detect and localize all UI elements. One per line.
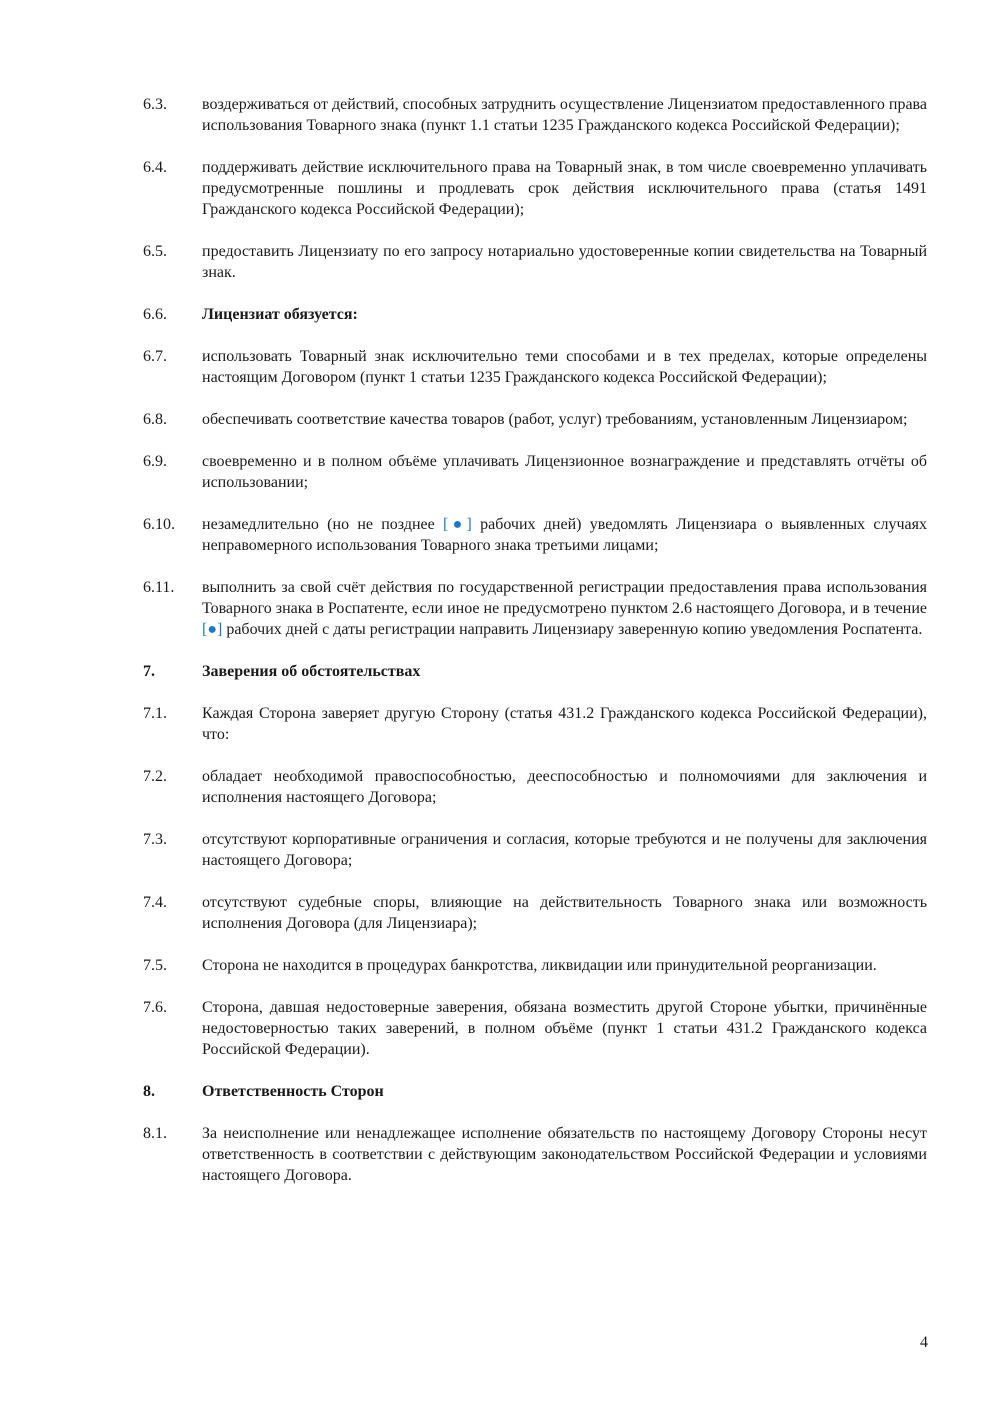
section-number: 8. [143,1083,155,1100]
section-title: Ответственность Сторон [202,1083,384,1100]
clause-6-7 [143,346,927,388]
clause-text: поддерживать действие исключительного права на Товарный знак, в том числе своевременно уплачивать предусмотренные пошлины и продлевать срок действия исключительного права (статья 1491 Гражданского кодекса Российской Федерации); [202,159,927,218]
clause-8-1 [143,1123,927,1186]
clause-number: 7.5. [143,957,167,974]
clause-6-5 [143,241,927,283]
clause-text: Каждая Сторона заверяет другую Сторону (статья 431.2 Гражданского кодекса Российской Федерации), что: [202,705,927,743]
placeholder-field: [●] [202,621,223,638]
clause-text-part: рабочих дней) уведомлять Лицензиара о выявленных случаях неправомерного использования Товарного знака третьими лицами; [202,516,927,554]
clause-text: За неисполнение или ненадлежащее исполнение обязательств по настоящему Договору Стороны несут ответственность в соответствии с действующим законодательством Российской Федерации и условиями настоящего Договора. [202,1125,927,1184]
clause-7-1 [143,703,927,745]
clause-number: 6.9. [143,453,167,470]
clause-text: Сторона не находится в процедурах банкротства, ликвидации или принудительной реорганизации. [202,957,877,974]
clause-text [202,514,927,556]
clause-number: 6.10. [143,516,175,533]
clause-number: 8.1. [143,1125,167,1142]
clause-6-8 [143,409,927,430]
placeholder-field: [●] [443,516,472,533]
clause-text: обеспечивать соответствие качества товаров (работ, услуг) требованиям, установленным Лицензиаром; [202,411,908,428]
clause-6-4 [143,157,927,220]
clause-number: 6.3. [143,96,167,113]
clause-number: 6.7. [143,348,167,365]
clause-text: отсутствуют судебные споры, влияющие на действительность Товарного знака или возможность исполнения Договора (для Лицензиара); [202,894,927,932]
section-7-heading [143,661,927,682]
clause-number: 7.6. [143,999,167,1016]
clause-number: 6.6. [143,306,167,323]
clause-6-3 [143,94,927,136]
clause-text: предоставить Лицензиату по его запросу нотариально удостоверенные копии свидетельства на Товарный знак. [202,243,927,281]
clause-number: 7.2. [143,768,167,785]
clause-number: 7.3. [143,831,167,848]
clause-6-10 [143,514,927,556]
clause-text-part: незамедлительно (но не позднее [202,516,443,533]
clause-text: обладает необходимой правоспособностью, дееспособностью и полномочиями для заключения и исполнения настоящего Договора; [202,768,927,806]
clause-subheading: Лицензиат обязуется: [202,306,358,323]
clause-6-11 [143,577,927,640]
clause-number: 7.1. [143,705,167,722]
document-body [143,94,927,1207]
clause-text-part: рабочих дней с даты регистрации направить Лицензиару заверенную копию уведомления Роспатента. [222,621,923,638]
clause-text-part: выполнить за свой счёт действия по государственной регистрации предоставления права использования Товарного знака в Роспатенте, если иное не предусмотрено пунктом 2.6 настоящего Договора, и в течение [202,579,927,617]
clause-6-9 [143,451,927,493]
clause-text: Сторона, давшая недостоверные заверения, обязана возместить другой Стороне убытки, причинённые недостоверностью таких заверений, в полном объёме (пункт 1 статьи 431.2 Гражданского кодекса Российской Федерации). [202,999,927,1058]
clause-7-4 [143,892,927,934]
clause-7-5 [143,955,927,976]
clause-number: 6.8. [143,411,167,428]
clause-7-3 [143,829,927,871]
clause-text: отсутствуют корпоративные ограничения и согласия, которые требуются и не получены для заключения настоящего Договора; [202,831,927,869]
clause-7-6 [143,997,927,1060]
clause-text [202,577,927,640]
section-number: 7. [143,663,155,680]
clause-number: 6.4. [143,159,167,176]
clause-6-6 [143,304,927,325]
page-number: 4 [920,1334,928,1351]
clause-text: своевременно и в полном объёме уплачивать Лицензионное вознаграждение и представлять отчёты об использовании; [202,453,927,491]
clause-7-2 [143,766,927,808]
clause-text: воздерживаться от действий, способных затруднить осуществление Лицензиатом предоставленного права использования Товарного знака (пункт 1.1 статьи 1235 Гражданского кодекса Российской Федерации); [202,96,927,134]
clause-number: 7.4. [143,894,167,911]
section-title: Заверения об обстоятельствах [202,663,421,680]
section-8-heading [143,1081,927,1102]
clause-number: 6.11. [143,579,175,596]
clause-text: использовать Товарный знак исключительно теми способами и в тех пределах, которые определены настоящим Договором (пункт 1 статьи 1235 Гражданского кодекса Российской Федерации); [202,348,927,386]
clause-number: 6.5. [143,243,167,260]
